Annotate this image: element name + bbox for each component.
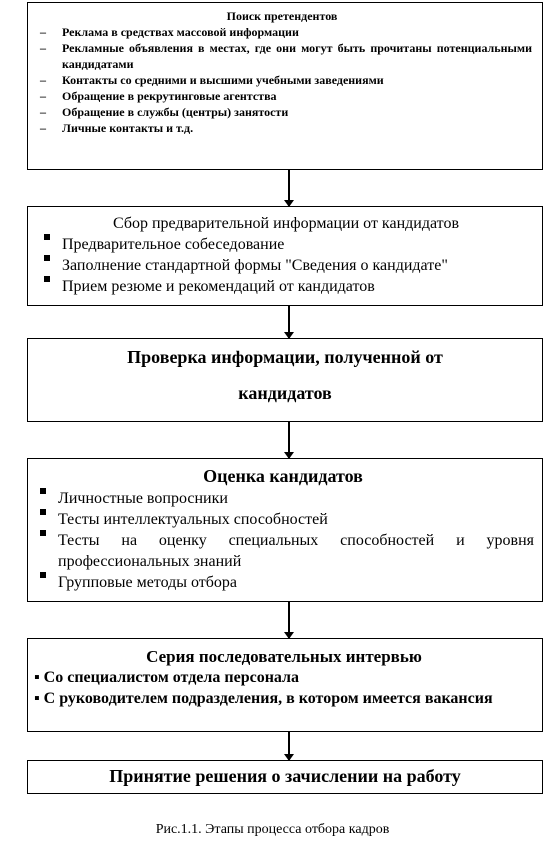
- list-item: ▪ С руководителем подразделения, в котором имеется вакансия: [34, 690, 493, 707]
- list-item: – Рекламные объявления в местах, где они могут быть прочитаны потенциальными кандидатами: [32, 40, 532, 72]
- list-item: Групповые методы отбора: [32, 572, 534, 593]
- list-item: Прием резюме и рекомендаций от кандидатов: [36, 276, 536, 297]
- list-item: Тесты интеллектуальных способностей: [32, 509, 534, 530]
- stage-collect-info: [27, 206, 543, 306]
- list-item: – Личные контакты и т.д.: [32, 120, 532, 136]
- flow-arrow: [288, 306, 290, 338]
- list-item: Тесты на оценку специальных способностей и уровня профессиональных знаний: [32, 530, 534, 572]
- stage-title: Оценка кандидатов: [203, 466, 363, 486]
- stage-list: [32, 488, 534, 593]
- stage-title: Сбор предварительной информации от кандидатов: [112, 215, 459, 232]
- stage-list: [32, 24, 532, 136]
- stage-title-line: кандидатов: [238, 383, 332, 403]
- stage-title-line: Проверка информации, полученной от: [127, 347, 443, 367]
- stage-title: Поиск претендентов: [226, 9, 338, 23]
- list-item: Предварительное собеседование: [36, 234, 536, 255]
- list-item: – Обращение в службы (центры) занятости: [32, 104, 532, 120]
- flow-arrow: [288, 602, 290, 638]
- stage-title: Принятие решения о зачислении на работу: [109, 766, 461, 786]
- flow-arrow: [288, 732, 290, 760]
- list-item: ▪ Со специалистом отдела персонала: [34, 669, 300, 686]
- list-item: Личностные вопросники: [32, 488, 534, 509]
- list-item: – Реклама в средствах массовой информации: [32, 24, 532, 40]
- list-item: – Контакты со средними и высшими учебными заведениями: [32, 72, 532, 88]
- stage-title: Серия последовательных интервью: [146, 647, 422, 666]
- flow-arrow: [288, 170, 290, 206]
- list-item: – Обращение в рекрутинговые агентства: [32, 88, 532, 104]
- stage-decision: [27, 760, 543, 794]
- stage-evaluate-candidates: [27, 458, 543, 602]
- stage-list: [36, 234, 536, 297]
- stage-search-candidates: [27, 2, 543, 170]
- list-item: Заполнение стандартной формы "Сведения о кандидате": [36, 255, 536, 276]
- flow-arrow: [288, 422, 290, 458]
- figure-caption: Рис.1.1. Этапы процесса отбора кадров: [155, 822, 390, 837]
- stage-interview-series: [27, 638, 543, 732]
- stage-verify-info: [27, 338, 543, 422]
